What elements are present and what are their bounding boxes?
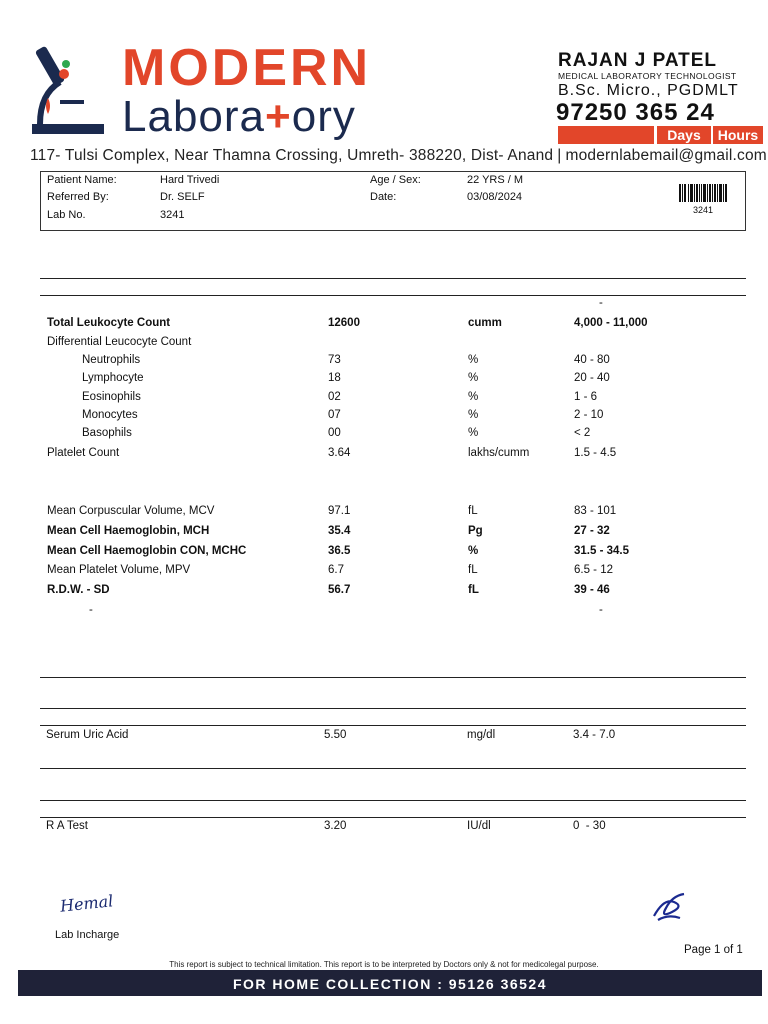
test-group-heading: Differential Leucocyte Count <box>47 336 192 348</box>
test-range: 27 - 32 <box>574 525 610 537</box>
test-name: Mean Cell Haemoglobin, MCH <box>47 525 210 537</box>
brand-name-laboratory <box>122 93 356 141</box>
test-range: 40 - 80 <box>574 354 610 366</box>
test-range: 39 - 46 <box>574 584 610 596</box>
doctor-qualification: B.Sc. Micro., PGDMLT <box>558 82 739 99</box>
doctor-title: MEDICAL LABORATORY TECHNOLOGIST <box>558 71 737 81</box>
doctor-name: RAJAN J PATEL <box>558 50 718 71</box>
test-name: Eosinophils <box>82 391 141 403</box>
test-name: Mean Platelet Volume, MPV <box>47 564 191 576</box>
ra-test-unit: IU/dl <box>467 820 491 832</box>
test-unit: Pg <box>468 525 483 537</box>
test-name: Basophils <box>82 427 132 439</box>
divider <box>40 768 746 769</box>
test-unit: % <box>468 427 479 439</box>
test-unit: fL <box>468 564 478 576</box>
test-unit: % <box>468 409 479 421</box>
page-number: Page 1 of 1 <box>684 944 743 956</box>
test-range: 20 - 40 <box>574 372 610 384</box>
referred-by-label: Referred By: <box>47 191 109 203</box>
test-name: Mean Corpuscular Volume, MCV <box>47 505 215 517</box>
address-line <box>30 147 767 165</box>
test-range: 31.5 - 34.5 <box>574 545 629 557</box>
test-value: 97.1 <box>328 505 351 517</box>
test-value: 18 <box>328 372 341 384</box>
date-value: 03/08/2024 <box>467 191 523 203</box>
test-value: 3.64 <box>328 447 351 459</box>
lab-incharge-signature: Hemal <box>59 891 115 916</box>
uric-acid-value: 5.50 <box>324 729 347 741</box>
lab-email: modernlabemail@gmail.com <box>565 147 767 164</box>
test-unit: fL <box>468 584 479 596</box>
divider <box>40 677 746 678</box>
hours-badge: Hours <box>713 126 763 144</box>
test-value: 73 <box>328 354 341 366</box>
lab-no-label: Lab No. <box>47 209 86 221</box>
lab-phone: 97250 365 24 <box>556 99 715 126</box>
brand-laboratory-part1: Labora <box>122 92 266 141</box>
test-value: 00 <box>328 427 341 439</box>
test-value: 02 <box>328 391 341 403</box>
section-marker: - <box>599 297 603 309</box>
test-range: 2 - 10 <box>574 409 604 421</box>
test-range: < 2 <box>574 427 591 439</box>
separator: | <box>557 147 562 164</box>
test-value: 07 <box>328 409 341 421</box>
lab-incharge-label: Lab Incharge <box>55 929 120 941</box>
divider <box>40 278 746 279</box>
test-value: 56.7 <box>328 584 351 596</box>
test-name: Lymphocyte <box>82 372 144 384</box>
patient-name-value: Hard Trivedi <box>160 174 220 186</box>
test-name: Neutrophils <box>82 354 141 366</box>
date-label: Date: <box>370 191 397 203</box>
test-value: 36.5 <box>328 545 351 557</box>
test-range: 1.5 - 4.5 <box>574 447 617 459</box>
dash-marker: - <box>599 604 603 616</box>
test-range: 6.5 - 12 <box>574 564 613 576</box>
ra-test-value: 3.20 <box>324 820 347 832</box>
test-range: 83 - 101 <box>574 505 617 517</box>
home-collection-banner: FOR HOME COLLECTION : 95126 36524 <box>18 970 762 996</box>
ra-test-range: 0 - 30 <box>573 820 606 832</box>
test-unit: % <box>468 391 479 403</box>
uric-acid-range: 3.4 - 7.0 <box>573 729 616 741</box>
test-value: 35.4 <box>328 525 351 537</box>
divider <box>40 817 746 818</box>
test-name: Total Leukocyte Count <box>47 317 171 329</box>
test-value: 6.7 <box>328 564 344 576</box>
phone-underline-bar <box>558 126 654 144</box>
test-range: 4,000 - 11,000 <box>574 317 648 329</box>
test-name: R.D.W. - SD <box>47 584 110 596</box>
days-badge: Days <box>657 126 711 144</box>
brand-name-modern: MODERN <box>122 39 372 97</box>
test-unit: % <box>468 354 479 366</box>
test-value: 12600 <box>328 317 360 329</box>
patient-name-label: Patient Name: <box>47 174 117 186</box>
microscope-logo-icon <box>30 44 110 136</box>
uric-acid-unit: mg/dl <box>467 729 496 741</box>
test-name: Platelet Count <box>47 447 120 459</box>
lab-no-value: 3241 <box>160 209 185 221</box>
doctor-signature <box>644 888 694 926</box>
disclaimer-text: This report is subject to technical limitation. This report is to be interpreted by Doctors only & not for medicolegal purpose. <box>169 960 599 969</box>
test-name: Mean Cell Haemoglobin CON, MCHC <box>47 545 247 557</box>
age-sex-value: 22 YRS / M <box>467 174 524 186</box>
test-unit: % <box>468 372 479 384</box>
uric-acid-name: Serum Uric Acid <box>46 729 129 741</box>
ra-test-name: R A Test <box>46 820 88 832</box>
brand-plus-mark: + <box>265 92 292 141</box>
lab-address: 117- Tulsi Complex, Near Thamna Crossing, Umreth- 388220, Dist- Anand <box>30 147 554 164</box>
test-unit: cumm <box>468 317 502 329</box>
divider <box>40 295 746 296</box>
divider <box>40 725 746 726</box>
test-unit: lakhs/cumm <box>468 447 530 459</box>
test-unit: fL <box>468 505 478 517</box>
dash-marker: - <box>89 604 93 616</box>
brand-laboratory-part2: ory <box>291 92 356 141</box>
divider <box>40 708 746 709</box>
age-sex-label: Age / Sex: <box>370 174 421 186</box>
barcode-number: 3241 <box>692 205 714 215</box>
test-range: 1 - 6 <box>574 391 598 403</box>
barcode-icon <box>679 184 727 202</box>
test-name: Monocytes <box>82 409 138 421</box>
divider <box>40 800 746 801</box>
test-unit: % <box>468 545 479 557</box>
referred-by-value: Dr. SELF <box>160 191 205 203</box>
